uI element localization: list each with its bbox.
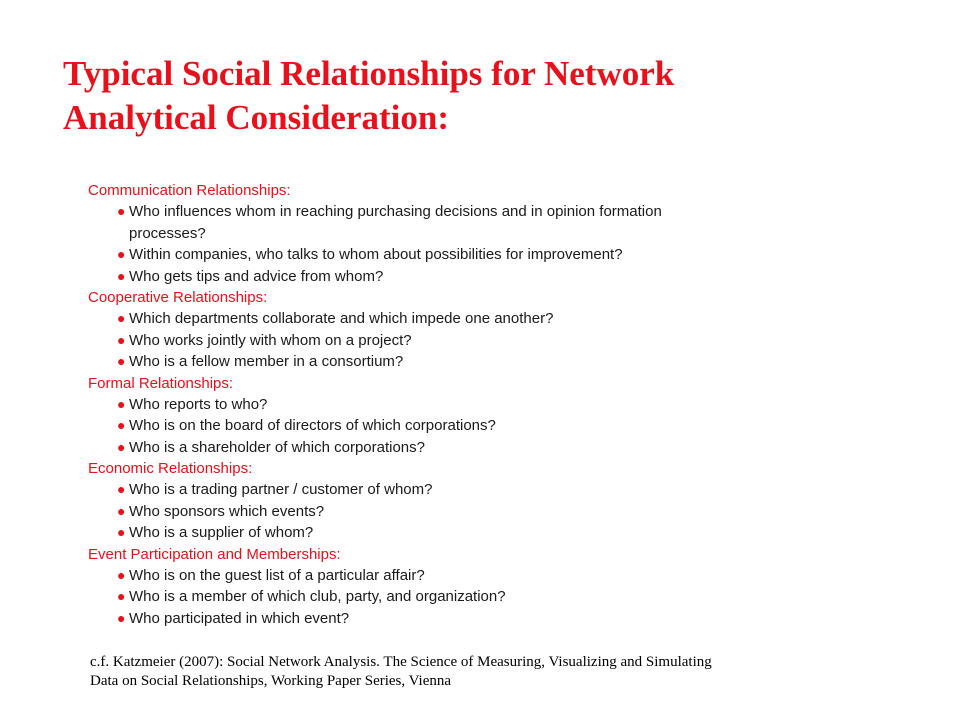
bullet-icon: ●: [117, 566, 126, 583]
list-item-text: Which departments collaborate and which impede one another?: [129, 310, 554, 327]
list-item-text: Who reports to who?: [129, 395, 268, 413]
bullet-icon: ●: [117, 353, 126, 369]
section-event-participation: [88, 544, 788, 630]
section-items: [88, 565, 788, 630]
bullet-icon: ●: [117, 438, 126, 455]
list-item-text: Who sponsors which events?: [129, 502, 325, 520]
section-heading: Cooperative Relationships:: [88, 289, 268, 306]
list-item-text: Who participated in which event?: [129, 609, 350, 627]
list-item-text: Who is a shareholder of which corporations?: [129, 438, 425, 456]
list-item: [88, 479, 788, 501]
list-item: [88, 308, 788, 330]
list-item: [88, 394, 788, 416]
bullet-icon: ●: [117, 417, 126, 433]
bullet-icon: ●: [117, 310, 126, 326]
bullet-icon: ●: [117, 502, 126, 519]
section-items: [88, 479, 788, 544]
list-item-text: Who gets tips and advice from whom?: [129, 267, 384, 285]
relationship-list: [88, 180, 788, 629]
citation-line-2: Data on Social Relationships, Working Paper Series, Vienna: [90, 673, 452, 689]
list-item: [88, 351, 788, 373]
section-heading: Economic Relationships:: [88, 460, 253, 477]
list-item: [88, 266, 788, 288]
bullet-icon: ●: [117, 246, 126, 262]
section-communication: [88, 180, 788, 287]
section-heading: Formal Relationships:: [88, 374, 234, 392]
bullet-icon: ●: [117, 203, 126, 219]
section-items: [88, 201, 788, 287]
list-item: [88, 201, 788, 244]
list-item-text: Who works jointly with whom on a project?: [129, 331, 412, 349]
list-item: [88, 586, 788, 608]
bullet-icon: ●: [117, 588, 126, 604]
bullet-icon: ●: [117, 481, 126, 497]
list-item-text: Who is a trading partner / customer of whom?: [129, 481, 433, 498]
list-item: [88, 522, 788, 544]
section-cooperative: [88, 287, 788, 373]
list-item: [88, 608, 788, 630]
list-item: [88, 330, 788, 352]
section-items: [88, 394, 788, 459]
slide-title: [63, 52, 923, 140]
citation: [90, 653, 910, 691]
bullet-icon: ●: [117, 331, 126, 348]
list-item: [88, 565, 788, 587]
list-item-text: Who is on the board of directors of which corporations?: [129, 417, 496, 434]
list-item-text: Who is on the guest list of a particular affair?: [129, 566, 425, 584]
list-item: [88, 415, 788, 437]
list-item-text: Within companies, who talks to whom about possibilities for improvement?: [129, 246, 623, 263]
citation-line-1: c.f. Katzmeier (2007): Social Network Analysis. The Science of Measuring, Visualizing and Simulating: [90, 654, 712, 670]
slide-title-line-1: Typical Social Relationships for Network: [63, 54, 675, 93]
list-item-text-continued: processes?: [129, 224, 206, 242]
section-formal: [88, 373, 788, 459]
list-item-text: Who is a supplier of whom?: [129, 524, 314, 541]
bullet-icon: ●: [117, 609, 126, 626]
list-item-text: Who is a fellow member in a consortium?: [129, 353, 404, 370]
slide-title-line-2: Analytical Consideration:: [63, 98, 449, 137]
list-item: [88, 501, 788, 523]
list-item-text: Who influences whom in reaching purchasing decisions and in opinion formation: [129, 203, 662, 220]
list-item: [88, 437, 788, 459]
bullet-icon: ●: [117, 267, 126, 284]
section-economic: [88, 458, 788, 544]
section-heading: Communication Relationships:: [88, 182, 291, 199]
list-item-text: Who is a member of which club, party, and organization?: [129, 588, 506, 605]
bullet-icon: ●: [117, 395, 126, 412]
section-heading: Event Participation and Memberships:: [88, 545, 341, 563]
bullet-icon: ●: [117, 524, 126, 540]
section-items: [88, 308, 788, 373]
list-item: [88, 244, 788, 266]
